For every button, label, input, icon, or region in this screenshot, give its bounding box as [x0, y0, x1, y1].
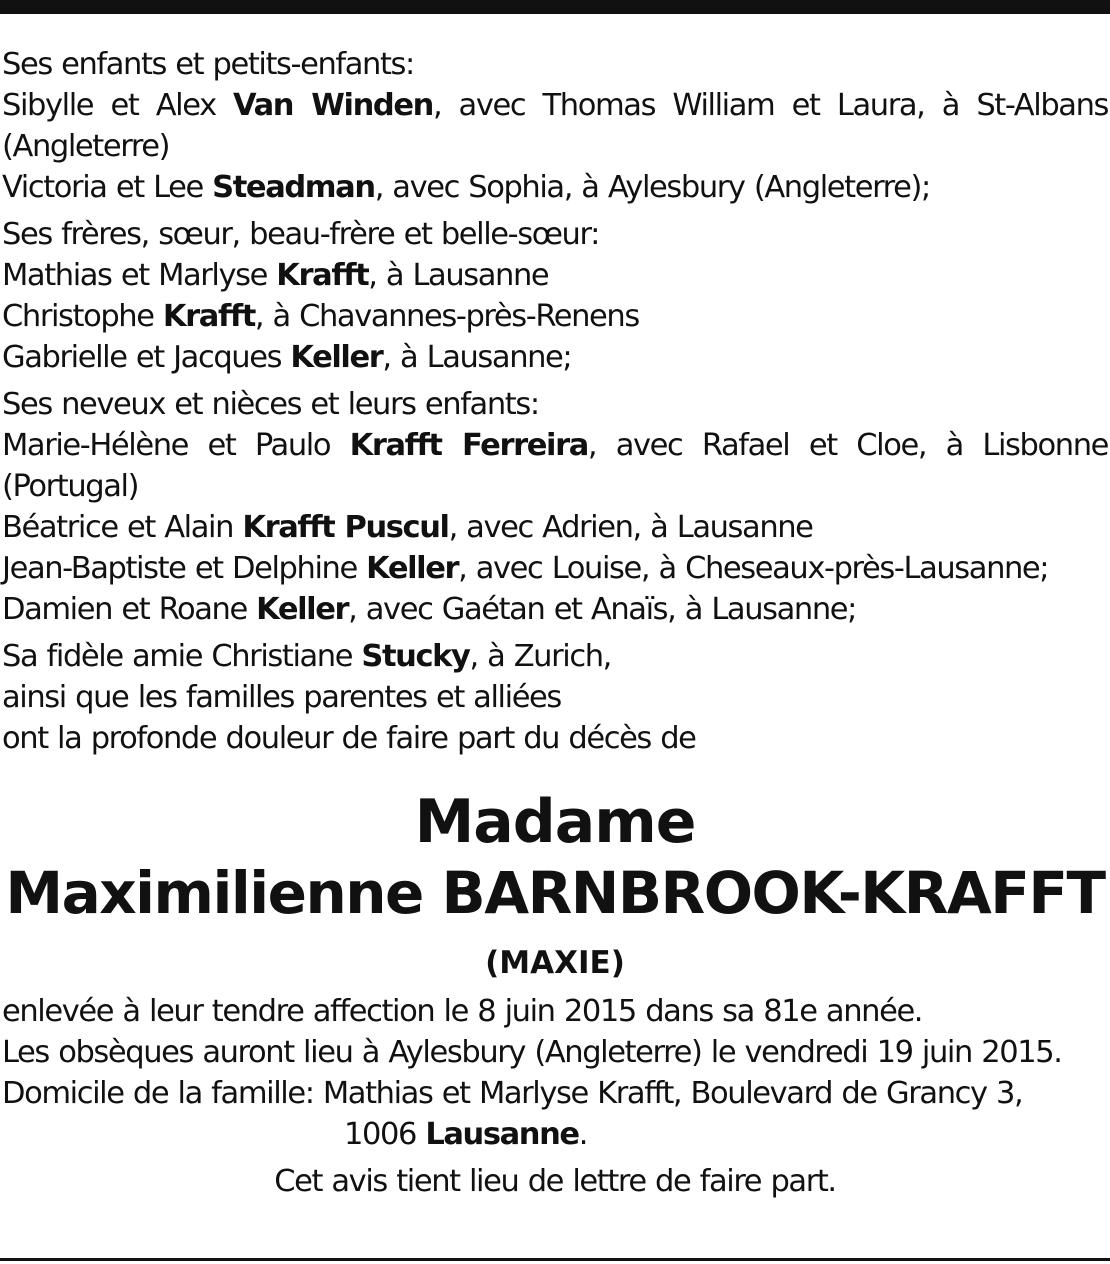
given-names: Sa fidèle amie Christiane	[2, 639, 362, 674]
deceased-title: Madame	[414, 787, 696, 857]
family-line	[2, 337, 1108, 378]
family-name: Van Winden	[233, 88, 433, 123]
family-name: Keller	[366, 551, 459, 586]
family-name: Krafft Puscul	[242, 510, 449, 545]
relatives-line: ainsi que les familles parentes et alliées	[2, 680, 561, 715]
details: , à Zurich,	[469, 639, 611, 674]
details: , avec Rafael et Cloe, à Lisbonne (Portugal)	[2, 428, 1108, 504]
family-line	[2, 255, 1108, 296]
deceased-nickname: (MAXIE)	[485, 945, 625, 981]
family-name: Keller	[256, 592, 349, 627]
postal-code: 1006	[344, 1117, 426, 1152]
closing-line: Domicile de la famille: Mathias et Marlyse Krafft, Boulevard de Grancy 3,	[2, 1076, 1023, 1111]
city-name: Lausanne	[425, 1117, 579, 1152]
given-names: Gabrielle et Jacques	[2, 340, 291, 375]
details: , avec Gaétan et Anaïs, à Lausanne;	[348, 592, 857, 627]
family-name: Keller	[290, 340, 383, 375]
given-names: Christophe	[2, 299, 163, 334]
details: , à Lausanne	[368, 258, 549, 293]
top-rule	[0, 0, 1110, 14]
family-name: Krafft	[162, 299, 255, 334]
family-name: Krafft Ferreira	[349, 428, 588, 463]
siblings-heading: Ses frères, sœur, beau-frère et belle-sœur:	[2, 217, 599, 252]
given-names: Mathias et Marlyse	[2, 258, 277, 293]
children-heading: Ses enfants et petits-enfants:	[2, 47, 414, 82]
family-line	[2, 589, 1108, 630]
announcement-line: ont la profonde douleur de faire part du décès de	[2, 721, 696, 756]
given-names: Jean-Baptiste et Delphine	[2, 551, 367, 586]
notice-line: Cet avis tient lieu de lettre de faire part.	[274, 1164, 836, 1199]
details: , avec Sophia, à Aylesbury (Angleterre);	[374, 170, 930, 205]
family-line	[2, 636, 1108, 677]
closing-line: Les obsèques auront lieu à Aylesbury (Angleterre) le vendredi 19 juin 2015.	[2, 1035, 1062, 1070]
details: , avec Louise, à Cheseaux-près-Lausanne;	[458, 551, 1049, 586]
nephews-heading: Ses neveux et nièces et leurs enfants:	[2, 387, 539, 422]
details: , à Chavannes-près-Renens	[254, 299, 639, 334]
closing-line: enlevée à leur tendre affection le 8 juin 2015 dans sa 81e année.	[2, 994, 923, 1029]
family-name: Steadman	[212, 170, 375, 205]
family-line	[2, 507, 1108, 548]
bottom-rule	[0, 1258, 1110, 1261]
address-line	[2, 1114, 1108, 1155]
obituary-notice	[2, 44, 1108, 1202]
family-name: Krafft	[276, 258, 369, 293]
family-name: Stucky	[361, 639, 470, 674]
punctuation: .	[578, 1117, 588, 1152]
given-names: Victoria et Lee	[2, 170, 213, 205]
given-names: Marie-Hélène et Paulo	[2, 428, 350, 463]
details: , à Lausanne;	[382, 340, 572, 375]
family-line	[2, 167, 1108, 208]
details: , avec Adrien, à Lausanne	[448, 510, 813, 545]
details: , avec Thomas William et Laura, à St-Albans (Angleterre)	[2, 88, 1108, 164]
given-names: Sibylle et Alex	[2, 88, 234, 123]
family-line	[2, 548, 1108, 589]
deceased-name: Maximilienne BARNBROOK-KRAFFT	[5, 859, 1105, 927]
given-names: Béatrice et Alain	[2, 510, 243, 545]
family-line	[2, 425, 1108, 507]
given-names: Damien et Roane	[2, 592, 257, 627]
family-line	[2, 85, 1108, 167]
family-line	[2, 296, 1108, 337]
